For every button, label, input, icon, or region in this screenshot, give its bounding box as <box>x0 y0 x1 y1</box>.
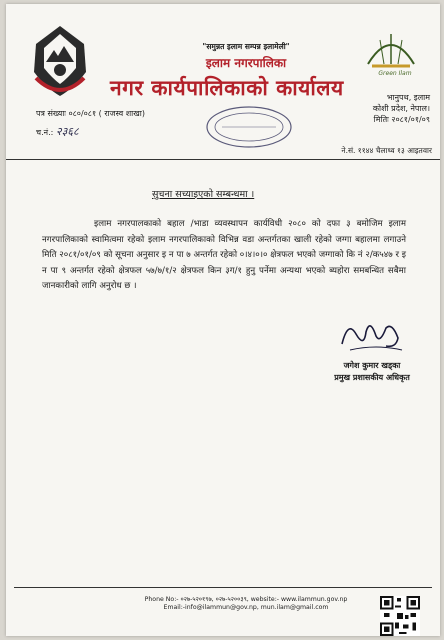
date-label: मितिः <box>373 115 389 124</box>
dispatch-label: च.नं.: <box>36 128 54 137</box>
footer-email: Email:-info@ilammun@gov.np, mun.ilam@gmail.com <box>163 604 329 611</box>
dispatch-value: २३६८ <box>55 125 79 138</box>
subject-text: सुचना सच्याइएको सम्बन्धमा । <box>152 189 255 200</box>
header-divider <box>6 159 440 160</box>
subject-line <box>152 187 352 200</box>
date-value: २०८१/०१/०९ <box>391 115 430 124</box>
municipality-name: इलाम नगरपालिका <box>205 56 287 70</box>
signature-icon <box>336 314 408 356</box>
date-line <box>318 114 430 125</box>
office-title: नगर कार्यपालिकाको कार्यालय <box>110 76 344 100</box>
logo-caption: Green Ilam <box>378 70 412 77</box>
nepal-sambat-date: ने.सं. ११४४ चैलाथ्व १३ आइतवार <box>341 146 432 155</box>
qr-code-icon <box>380 596 420 636</box>
body-paragraph: इलाम नगरपालकाको बहाल /भाडा व्यवस्थापन कार्यविधी २०८० को दफा ३ बमोजिम इलाम नगरपालिकाको स्वामित्वमा रहेको इलाम नगरपालिकाको विभिन्न वडा अन्तर्गतका खाली रहेको जग्गा बहालमा लगाउने मिति २०८१/०१/०९ को सूचना अनुसार इ न पा ७ अन्तर्गत रहेको ०।४।०।० क्षेत्रफल भएको जग्गाको कि नं २/क५४७ र इ न पा ९ अन्तर्गत रहेको क्षेत्रफल ५७/७/१/२ क्षेत्रफल किन ३ग/१ हुनु पर्नेमा अन्यथा भएको ब्यहोरा समबन्धित सबैमा जानकारीको लागि अनुरोध छ । <box>42 219 406 291</box>
dispatch-number <box>36 124 79 139</box>
letter-body <box>42 217 406 295</box>
nepal-emblem-icon <box>26 22 94 102</box>
letter-number-value: ०८०/०८१ ( राजस्व शाखा) <box>68 109 145 118</box>
office-address <box>318 92 430 125</box>
address-line-1: भानुपथ, इलाम <box>386 93 430 102</box>
green-ilam-logo-icon <box>362 24 420 72</box>
motto: "समुन्नत इलाम सम्पन्न इलामेली" <box>202 42 290 51</box>
letter-page <box>6 4 440 636</box>
footer-divider <box>14 587 432 588</box>
office-stamp-icon <box>204 104 294 150</box>
letter-number-label: पत्र संख्याः <box>36 109 66 118</box>
letter-number <box>36 108 145 119</box>
address-line-2: कोशी प्रदेश, नेपाल। <box>372 104 430 113</box>
footer-phone-website: Phone No:- ०२७-५२०१९७, ०२७-५२००३९, website:- www.ilammun.gov.np <box>144 596 348 603</box>
signatory-name: जगेश कुमार खड्का <box>343 361 401 370</box>
signatory-title: प्रमुख प्रशासकीय अधिकृत <box>334 373 410 382</box>
